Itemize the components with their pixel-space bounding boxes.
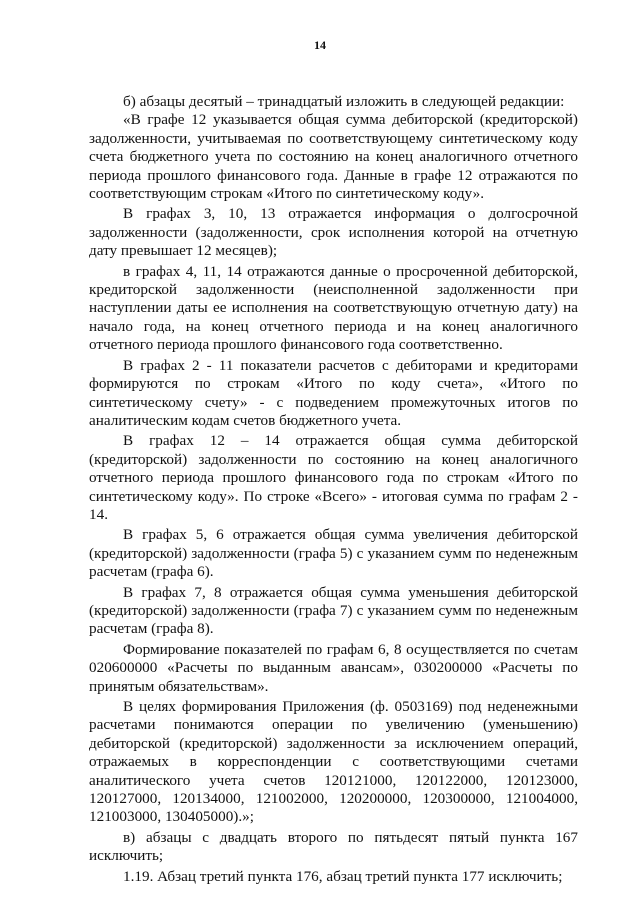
paragraph-columns-7-8: В графах 7, 8 отражается общая сумма уменьшения дебиторской (кредиторской) задолженности (графа 7) с указанием сумм по неденежным расчетам (графа 8). [89,583,578,638]
paragraph-columns-5-6: В графах 5, 6 отражается общая сумма увеличения дебиторской (кредиторской) задолженности (графа 5) с указанием сумм по неденежным расчетам (графа 6). [89,526,578,581]
paragraph-intro-v: в) абзацы с двадцать второго по пятьдесят пятый пункта 167 исключить; [89,828,578,865]
paragraph-column-12: «В графе 12 указывается общая сумма дебиторской (кредиторской) задолженности, учитываемая по соответствующему синтетическому коду счета бюджетного учета по состоянию на конец аналогичного отчетного периода прошлого финансового года. Данные в графе 12 отражаются по соответствующим строкам «Итого по синтетическому коду». [89,111,578,203]
paragraph-noncash-settlements: В целях формирования Приложения (ф. 0503169) под неденежными расчетами понимаются операции по увеличению (уменьшению) дебиторской (кредиторской) задолженности за исключением операций, отражаемых в корреспонденции с соответствующими счетами аналитического учета счетов 120121000, 120122000, 120123000, 120127000, 120134000, 121002000, 120200000, 120300000, 121004000, 121003000, 130405000).»; [89,698,578,826]
paragraph-columns-6-8-accounts: Формирование показателей по графам 6, 8 осуществляется по счетам 020600000 «Расчеты по выданным авансам», 030200000 «Расчеты по принятым обязательствам». [89,640,578,695]
paragraph-item-1-19: 1.19. Абзац третий пункта 176, абзац третий пункта 177 исключить; [123,867,563,885]
paragraph-columns-2-11: В графах 2 - 11 показатели расчетов с дебиторами и кредиторами формируются по строкам «Итого по коду счета», «Итого по синтетическому счету» - с подведением промежуточных итогов по аналитическим кодам счетов бюджетного учета. [89,356,578,429]
page-number: 14 [314,38,326,52]
paragraph-columns-12-14: В графах 12 – 14 отражается общая сумма дебиторской (кредиторской) задолженности по состоянию на конец аналогичного отчетного периода прошлого финансового года по строкам «Итого по синтетическому коду». По строке «Всего» - итоговая сумма по графам 2 - 14. [89,432,578,523]
paragraph-intro-b: б) абзацы десятый – тринадцатый изложить в следующей редакции: [123,93,565,110]
paragraph-columns-4-11-14: в графах 4, 11, 14 отражаются данные о просроченной дебиторской, кредиторской задолженности (неисполненной задолженности при наступлении даты ее исполнения на соответствующую отчетную дату) на начало года, на конец отчетного периода и на конец аналогичного отчетного периода прошлого финансового года соответственно. [89,262,578,354]
paragraph-columns-3-10-13: В графах 3, 10, 13 отражается информация о долгосрочной задолженности (задолженности, срок исполнения которой на отчетную дату превышает 12 месяцев); [89,205,578,260]
document-body [89,93,578,886]
